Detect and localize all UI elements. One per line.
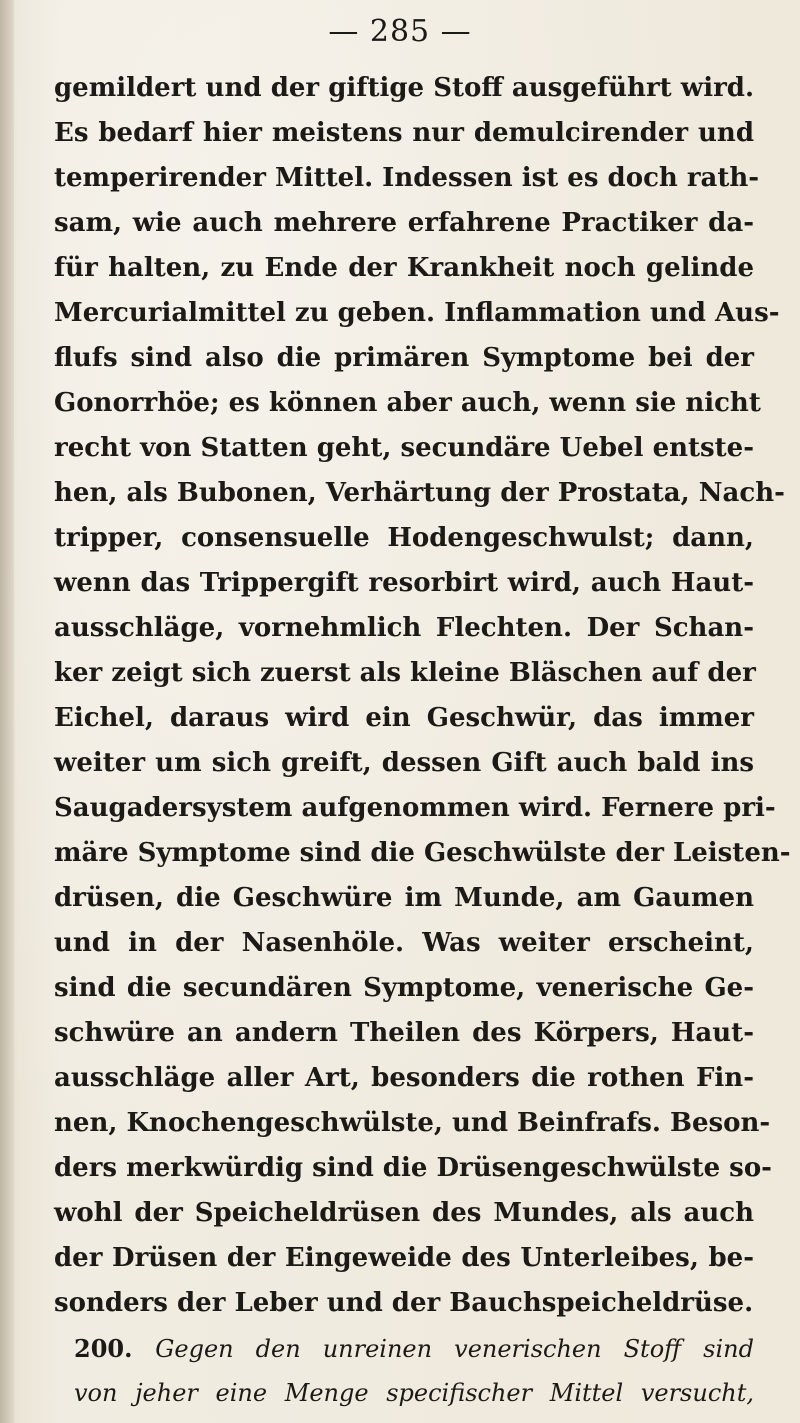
section-number: 200. [74,1334,133,1363]
text-line: ausschläge, vornehmlich Flechten. Der Schan- [54,613,754,643]
text-line: ders merkwürdig sind die Drüsengeschwülste so- [54,1153,772,1183]
text-line: temperirender Mittel. Indessen ist es doch rath- [54,163,760,193]
text-line: flufs sind also die primären Symptome bei der [54,343,754,373]
text-line: tripper, consensuelle Hodengeschwulst; dann, [54,523,754,553]
text-line: gemildert und der giftige Stoff ausgeführt wird. [54,73,754,103]
text-line: der Drüsen der Eingeweide des Unterleibes, be- [54,1243,754,1273]
text-line: Eichel, daraus wird ein Geschwür, das immer [54,703,754,733]
text-line: nen, Knochengeschwülste, und Beinfrafs. Beson- [54,1108,771,1138]
text-line: wohl der Speicheldrüsen des Mundes, als auch [54,1198,754,1228]
text-line: drüsen, die Geschwüre im Munde, am Gaumen [54,883,754,913]
text-line: ker zeigt sich zuerst als kleine Bläschen auf der [54,658,756,688]
text-line: sam, wie auch mehrere erfahrene Practiker da- [54,208,754,238]
text-line: märe Symptome sind die Geschwülste der Leisten- [54,838,791,868]
text-line: Es bedarf hier meistens nur demulcirender und [54,118,754,148]
text-line: Saugadersystem aufgenommen wird. Fernere pri- [54,793,776,823]
text-line: wenn das Trippergift resorbirt wird, auch Haut- [54,568,754,598]
text-line: weiter um sich greift, dessen Gift auch bald ins [54,748,754,778]
text-line: sonders der Leber und der Bauchspeicheldrüse. [54,1288,754,1318]
text-line: ausschläge aller Art, besonders die rothen Fin- [54,1063,754,1093]
text-line: sind die secundären Symptome, venerische Ge- [54,973,754,1003]
page-number-header: — 285 — [328,14,472,49]
text-line: recht von Statten geht, secundäre Uebel entste- [54,433,754,463]
text-line: und in der Nasenhöle. Was weiter erscheint, [54,928,754,958]
text-line: Mercurialmittel zu geben. Inflammation und Aus- [54,298,780,328]
text-line: Gonorrhöe; es können aber auch, wenn sie nicht [54,388,761,418]
body-text [54,66,791,1416]
section-first-line [54,1326,754,1371]
section-heading-text: Gegen den unreinen venerischen Stoff sind [155,1335,754,1363]
text-line: für halten, zu Ende der Krankheit noch gelinde [54,253,754,283]
text-line: hen, als Bubonen, Verhärtung der Prostata, Nach- [54,478,785,508]
page-gutter-shadow [0,0,14,1423]
section-second-line: von jeher eine Menge specifischer Mittel versucht, [74,1379,754,1407]
text-line: schwüre an andern Theilen des Körpers, Haut- [54,1018,754,1048]
